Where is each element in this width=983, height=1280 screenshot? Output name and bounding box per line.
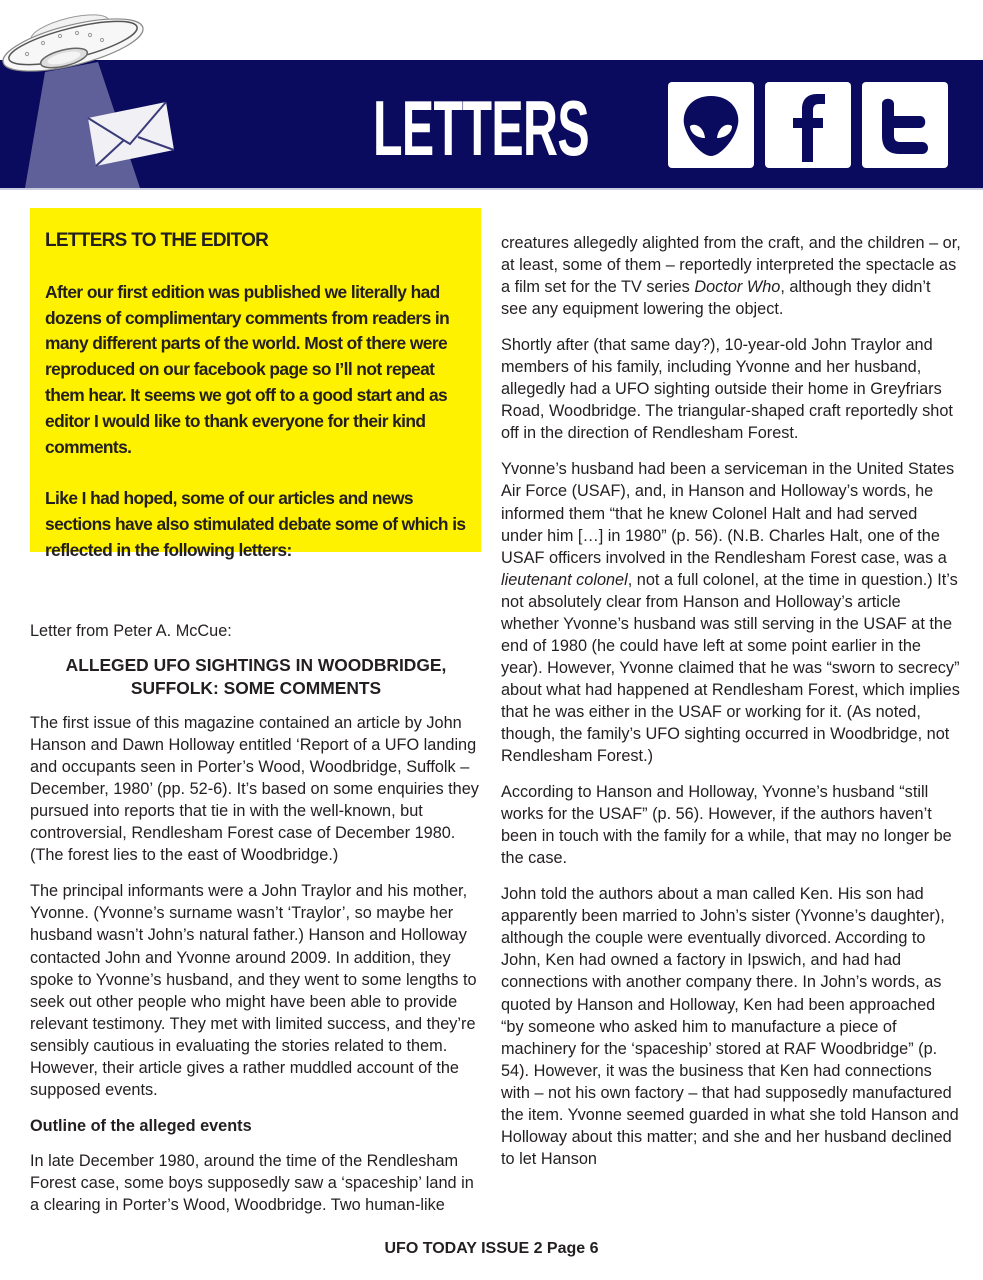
article-right-column xyxy=(501,232,961,1184)
ufo-icon xyxy=(0,0,260,80)
body-paragraph xyxy=(501,458,961,767)
letter-byline: Letter from Peter A. McCue: xyxy=(30,622,232,640)
editor-note-heading: LETTERS TO THE EDITOR xyxy=(45,230,269,251)
twitter-link[interactable] xyxy=(862,82,948,168)
page-footer: UFO TODAY ISSUE 2 Page 6 xyxy=(384,1240,599,1257)
section-title: LETTERS xyxy=(373,84,589,172)
body-paragraph xyxy=(501,232,961,320)
facebook-link[interactable] xyxy=(765,82,851,168)
italic-term: lieutenant colonel xyxy=(501,570,628,589)
text-run: Yvonne’s husband had been a serviceman in the United States Air Force (USAF), and, in Hanson and Holloway’s words, he informed them “that he knew Colonel Halt and had served under him […] in 1980” (p. 56). (N.B. Charles Halt, one of the USAF officers involved in the Rendlesham Forest case, was a xyxy=(501,460,955,567)
text-run: creatures allegedly alighted from the craft, and the children – or, at least, some of them – reportedly interpreted the spectacle as a film set for the TV series xyxy=(501,234,961,297)
body-paragraph: The principal informants were a John Traylor and his mother, Yvonne. (Yvonne’s surname wasn’t ‘Traylor’, so maybe her husband wasn’t John’s natural father.) Hanson and Holloway contacted John and Yvonne around 2009. In addition, they spoke to Yvonne’s husband, and they went to some lengths to seek out other people who might have been able to provide relevant testimony. They met with limited success, and they’re sensibly cautious in evaluating the stories related to them. However, their article gives a rather muddled account of the supposed events. xyxy=(30,882,477,1099)
alien-icon xyxy=(668,82,754,168)
editor-note-paragraph: After our first edition was published we literally had dozens of complimentary comments from readers in many different parts of the world. Most of there were reproduced on our facebook page so I’ll not repeat them hear. It seems we got off to a good start and as editor I would like to thank everyone for their kind comments. xyxy=(45,281,450,457)
article-title-line-1: ALLEGED UFO SIGHTINGS IN WOODBRIDGE, xyxy=(65,655,447,676)
body-paragraph: In late December 1980, around the time of the Rendlesham Forest case, some boys supposedly saw a ‘spaceship’ land in a clearing in Porter’s Wood, Woodbridge. Two human-like xyxy=(30,1151,474,1214)
article-left-column xyxy=(30,620,482,1230)
italic-title: Doctor Who xyxy=(694,278,781,297)
body-paragraph: According to Hanson and Holloway, Yvonne’s husband “still works for the USAF” (p. 56). However, if the authors haven’t been in touch with the family for a while, that may no longer be the case. xyxy=(501,783,952,868)
article-title-line-2: SUFFOLK: SOME COMMENTS xyxy=(130,678,382,699)
alien-link[interactable] xyxy=(668,82,754,168)
editor-note-paragraph: Like I had hoped, some of our articles and news sections have also stimulated debate some of which is reflected in the following letters: xyxy=(45,488,466,560)
envelope-icon xyxy=(80,100,180,170)
text-run: , not a full colonel, at the time in question.) It’s not absolutely clear from Hanson and Holloway’s article whether Yvonne’s husband was still serving in the USAF at the end of 1980 (he could have left at some point earlier in the year). However, Yvonne claimed that he was “sworn to secrecy” about what had happened at Rendlesham Forest, which implies that he was either in the USAF or working for it. (As noted, though, the family’s UFO sighting occurred in Woodbridge, not Rendlesham Forest.) xyxy=(501,570,960,766)
editor-note-box xyxy=(30,208,481,560)
body-paragraph: The first issue of this magazine contained an article by John Hanson and Dawn Holloway entitled ‘Report of a UFO landing and occupants seen in Porter’s Wood, Woodbridge, Suffolk – December, 1980’ (pp. 52-6). It’s based on some enquiries they pursued into reports that tie in with the well-known, but controversial, Rendlesham Forest case of December 1980. (The forest lies to the east of Woodbridge.) xyxy=(30,714,479,865)
article-title xyxy=(30,654,482,700)
body-paragraph: Shortly after (that same day?), 10-year-old John Traylor and members of his family, including Yvonne and her husband, allegedly had a UFO sighting outside their home in Greyfriars Road, Woodbridge. The triangular-shaped craft reportedly shot off in the direction of Rendlesham Forest. xyxy=(501,336,953,443)
twitter-icon xyxy=(862,82,948,168)
text-run: , although they didn’t see any equipment lowering the object. xyxy=(501,278,931,319)
section-subheading: Outline of the alleged events xyxy=(30,1116,252,1135)
facebook-icon xyxy=(765,82,851,168)
body-paragraph: John told the authors about a man called Ken. His son had apparently been married to John’s sister (Yvonne’s daughter), although the couple were eventually divorced. According to John, Ken had owned a factory in Ipswich, and had had connections with another company there. In John’s words, as quoted by Hanson and Holloway, Ken had been approached “by someone who asked him to manufacture a piece of machinery for the ‘spaceship’ stored at RAF Woodbridge” (p. 54). However, it was the business that Ken had connections with – not his own factory – that had supposedly manufactured the item. Yvonne seemed guarded in what she told Hanson and Holloway about this matter; and she and her husband declined to let Hanson xyxy=(501,885,959,1168)
